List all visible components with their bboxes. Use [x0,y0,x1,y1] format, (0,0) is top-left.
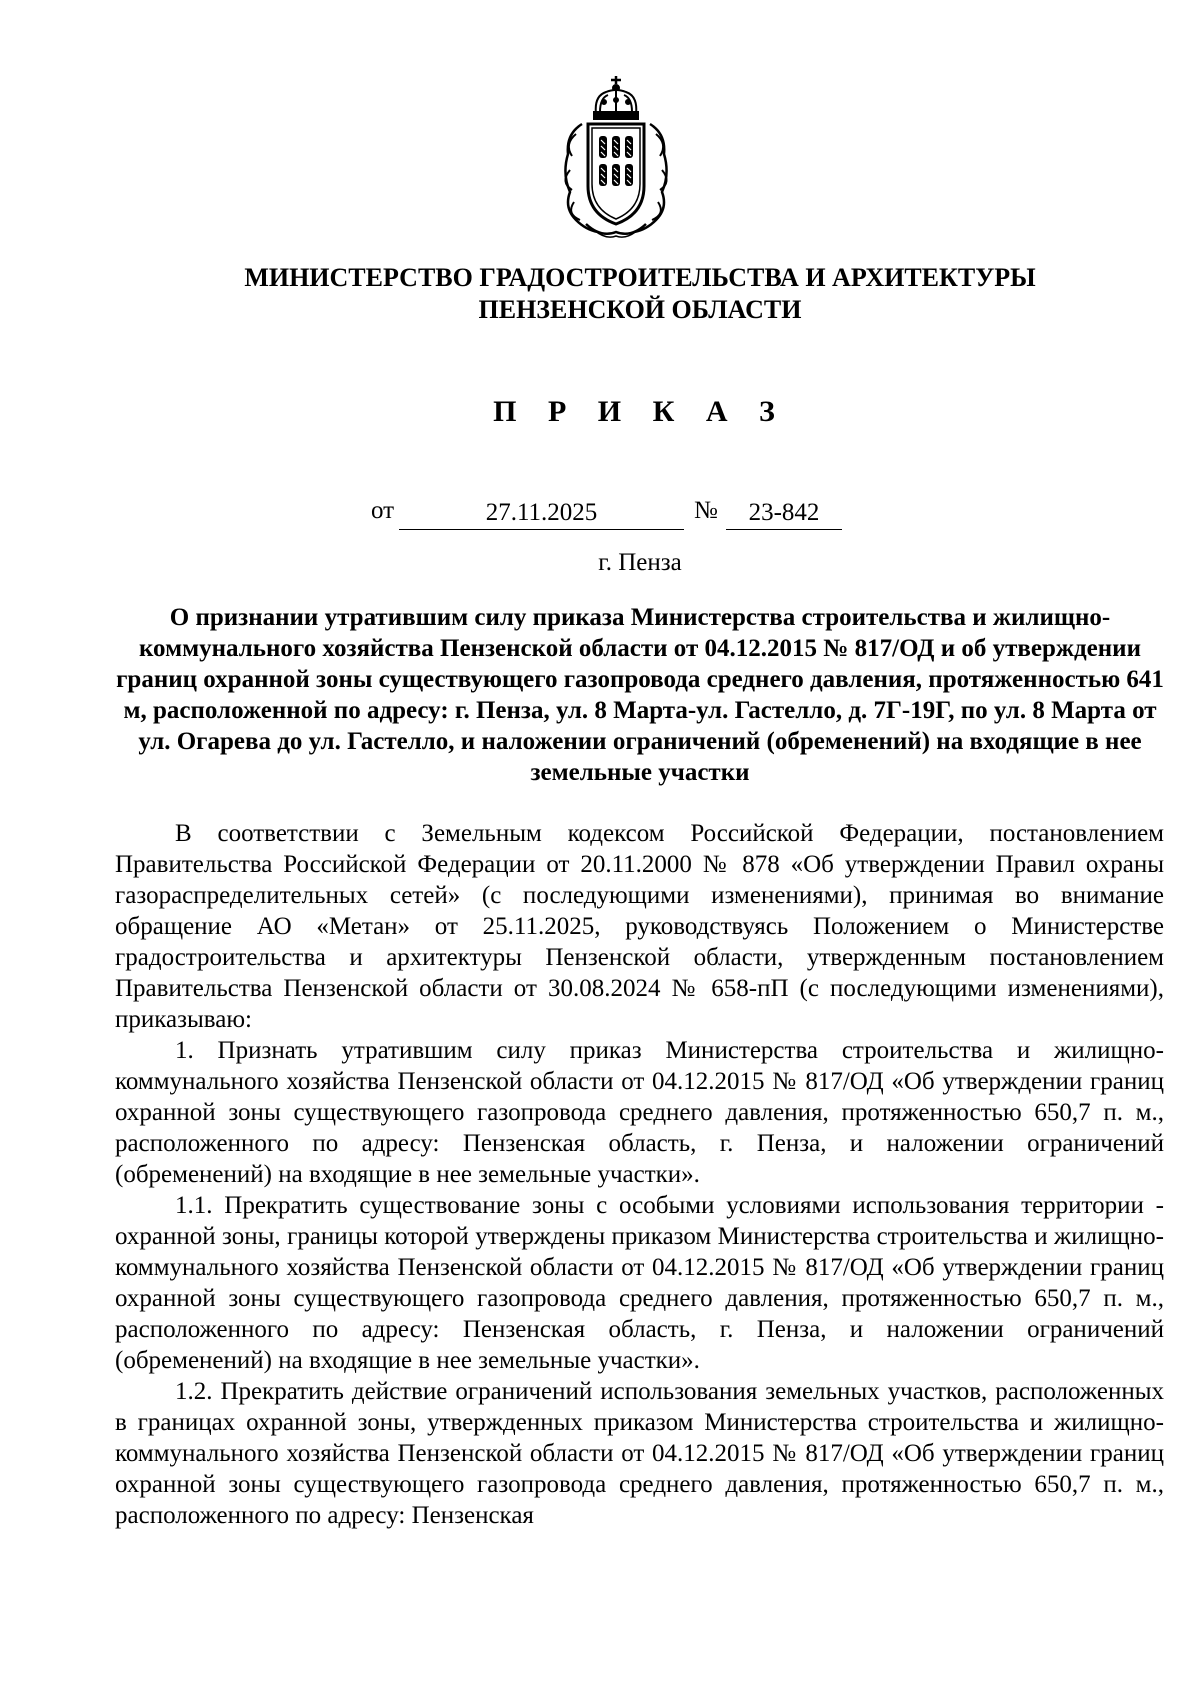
document-city: г. Пенза [598,549,682,576]
number-prefix: № [694,497,718,524]
ministry-line-2: ПЕНЗЕНСКОЙ ОБЛАСТИ [478,295,802,324]
body-paragraph: 1.2. Прекратить действие ограничений использования земельных участков, расположенных в границах охранной зоны, утвержденных приказом Министерства строительства и жилищно-коммунального хозяйства Пензенской области от 04.12.2015 № 817/ОД «Об утверждении границ охранной зоны существующего газопровода среднего давления, протяженностью 650,7 п. м., расположенного по адресу: Пензенская [115,1378,1164,1529]
document-type-title: П Р И К А З [493,395,787,428]
body-paragraph: В соответствии с Земельным кодексом Российской Федерации, постановлением Правительства Российской Федерации от 20.11.2000 № 878 «Об утверждении Правил охраны газораспределительных сетей» (с последующими изменениями), принимая во внимание обращение АО «Метан» от 25.11.2025, руководствуясь Положением о Министерстве градостроительства и архитектуры Пензенской области, утвержденным постановлением Правительства Пензенской области от 30.08.2024 № 658-пП (с последующими изменениями), приказываю: [115,820,1164,1033]
body-paragraph: 1.1. Прекратить существование зоны с особыми условиями использования территории - охранной зоны, границы которой утверждены приказом Министерства строительства и жилищно-коммунального хозяйства Пензенской области от 04.12.2015 № 817/ОД «Об утверждении границ охранной зоны существующего газопровода среднего давления, протяженностью 650,7 п. м., расположенного по адресу: Пензенская область, г. Пенза, и наложении ограничений (обременений) на входящие в нее земельные участки». [115,1192,1164,1374]
date-prefix: от [371,497,395,524]
document-date: 27.11.2025 [399,497,684,530]
body-paragraph: 1. Признать утратившим силу приказ Министерства строительства и жилищно-коммунального хозяйства Пензенской области от 04.12.2015 № 817/ОД «Об утверждении границ охранной зоны существующего газопровода среднего давления, протяженностью 650,7 п. м., расположенного по адресу: Пензенская область, г. Пенза, и наложении ограничений (обременений) на входящие в нее земельные участки». [115,1037,1164,1188]
ministry-line-1: МИНИСТЕРСТВО ГРАДОСТРОИТЕЛЬСТВА И АРХИТЕКТУРЫ [244,263,1036,292]
document-body [115,818,1164,1531]
document-number: 23-842 [726,497,842,530]
coat-of-arms-icon [556,74,676,242]
document-subject: О признании утратившим силу приказа Министерства строительства и жилищно-коммунального хозяйства Пензенской области от 04.12.2015 № 817/ОД и об утверждении границ охранной зоны существующего газопровода среднего давления, протяженностью 641 м, расположенной по адресу: г. Пенза, ул. 8 Марта-ул. Гастелло, д. 7Г-19Г, по ул. 8 Марта от ул. Огарева до ул. Гастелло, и наложении ограничений (обременений) на входящие в нее земельные участки [116,604,1164,786]
ministry-name [100,262,1180,326]
date-number-line [0,497,1200,533]
